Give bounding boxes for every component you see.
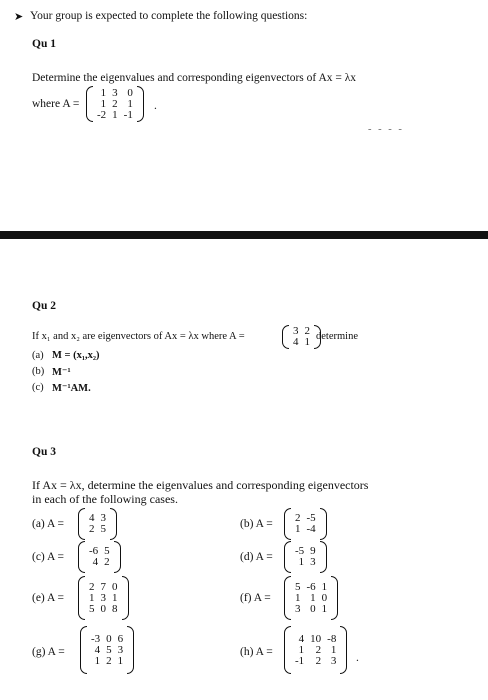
matrix-row — [88, 634, 126, 645]
matrix-cell: 2 — [295, 512, 301, 524]
matrix-cell: -5 — [306, 512, 316, 524]
matrix-cell: 5 — [89, 602, 95, 615]
matrix-cell: 2 — [315, 654, 322, 667]
matrix-row — [94, 99, 136, 110]
matrix-cell: -6 — [306, 580, 316, 593]
matrix-row — [292, 524, 319, 535]
matrix-row — [94, 110, 136, 121]
matrix-cell: 9 — [310, 545, 316, 557]
matrix-cell: -4 — [306, 523, 316, 535]
matrix-cell: -8 — [327, 632, 337, 645]
matrix-row — [86, 582, 121, 593]
matrix-cell: 2 — [89, 523, 95, 535]
matrix-cell: 0 — [112, 580, 118, 593]
q3-case-d-matrix — [284, 541, 327, 573]
matrix-cell: 0 — [321, 591, 328, 604]
q2-part-c-text: M⁻¹AM. — [52, 383, 91, 394]
matrix-row — [94, 88, 136, 99]
q1-matrix — [86, 86, 144, 122]
matrix-cell: 2 — [89, 580, 95, 593]
matrix-cell: -5 — [295, 545, 305, 557]
matrix-cell: 0 — [106, 632, 112, 645]
q2-heading: Qu 2 — [32, 300, 56, 312]
matrix-cell: 7 — [100, 580, 106, 593]
matrix-cell: 1 — [94, 654, 101, 667]
matrix-row — [86, 604, 121, 615]
matrix-row — [292, 645, 339, 656]
matrix-cell: 3 — [117, 643, 124, 656]
matrix-cell: 2 — [104, 556, 110, 568]
bullet-arrow-icon: ➤ — [14, 10, 24, 23]
q3-case-b-label: (b) A = — [240, 518, 273, 530]
matrix-cell: 0 — [310, 602, 316, 615]
matrix-cell: 4 — [298, 632, 305, 645]
matrix-row — [292, 557, 319, 568]
matrix-cell: -3 — [91, 632, 101, 645]
matrix-cell: 1 — [298, 643, 305, 656]
q3-case-b-matrix — [284, 508, 327, 540]
matrix-cell: -6 — [89, 545, 99, 557]
matrix-cell: 1 — [321, 602, 328, 615]
matrix-row — [86, 524, 109, 535]
matrix-cell: 2 — [106, 654, 112, 667]
q3-case-f-matrix — [284, 576, 338, 620]
matrix-cell: -2 — [97, 108, 107, 121]
q2-prompt-pre: If x₁ and x₂ are eigenvectors of Ax = λx where A = — [32, 331, 245, 342]
q3-case-h-label: (h) A = — [240, 646, 273, 658]
matrix-cell: 1 — [117, 654, 124, 667]
q3-case-f-label: (f) A = — [240, 592, 271, 604]
matrix-cell: 2 — [304, 325, 310, 337]
section-divider — [0, 231, 488, 239]
q1-dots: - - - - — [368, 124, 404, 135]
matrix-row — [88, 645, 126, 656]
matrix-cell: 1 — [127, 97, 133, 110]
matrix-row — [292, 593, 330, 604]
matrix-cell: 1 — [310, 591, 316, 604]
q2-part-b-text: M⁻¹ — [52, 367, 71, 378]
matrix-cell: 1 — [330, 643, 337, 656]
matrix-cell: 2 — [112, 97, 118, 110]
q3-case-a-label: (a) A = — [32, 518, 65, 530]
matrix-cell: 2 — [315, 643, 322, 656]
matrix-cell: 5 — [295, 580, 301, 593]
matrix-row — [292, 582, 330, 593]
matrix-row — [292, 656, 339, 667]
matrix-cell: 3 — [310, 556, 316, 568]
matrix-cell: 6 — [117, 632, 124, 645]
q3-prompt-line2: in each of the following cases. — [32, 492, 178, 506]
matrix-cell: -1 — [123, 108, 133, 121]
matrix-cell: 1 — [321, 580, 328, 593]
q1-where-label: where A = — [32, 98, 80, 110]
matrix-row — [290, 337, 313, 348]
matrix-cell: 3 — [112, 86, 118, 99]
q2-part-a-label: (a) — [32, 350, 44, 361]
matrix-cell: 5 — [106, 643, 112, 656]
q1-period: . — [154, 100, 157, 112]
matrix-cell: 1 — [295, 523, 301, 535]
q3-case-h-period: . — [356, 652, 359, 664]
q2-prompt-post: determine — [316, 331, 358, 342]
q3-case-g-label: (g) A = — [32, 646, 65, 658]
matrix-cell: 1 — [298, 556, 305, 568]
q2-part-c-label: (c) — [32, 382, 44, 393]
matrix-cell: 4 — [89, 512, 95, 524]
q3-case-a-matrix — [78, 508, 117, 540]
matrix-cell: 8 — [112, 602, 118, 615]
q3-prompt-line1: If Ax = λx, determine the eigenvalues and corresponding eigenvectors — [32, 478, 369, 492]
matrix-cell: 0 — [127, 86, 133, 99]
matrix-cell: 1 — [304, 336, 310, 348]
matrix-cell: 0 — [100, 602, 106, 615]
matrix-cell: 4 — [293, 336, 299, 348]
q2-part-a-text: M = (x₁,x₂) — [52, 350, 100, 361]
matrix-cell: -1 — [295, 654, 305, 667]
matrix-cell: 3 — [295, 602, 301, 615]
matrix-row — [292, 634, 339, 645]
q3-case-d-label: (d) A = — [240, 551, 273, 563]
matrix-cell: 3 — [330, 654, 337, 667]
matrix-row — [86, 557, 113, 568]
matrix-cell: 10 — [310, 632, 322, 645]
matrix-cell: 5 — [104, 545, 110, 557]
q1-prompt: Determine the eigenvalues and corresponding eigenvectors of Ax = λx — [32, 72, 357, 84]
matrix-row — [292, 604, 330, 615]
q3-case-c-matrix — [78, 541, 121, 573]
matrix-cell: 4 — [94, 643, 101, 656]
matrix-cell: 1 — [295, 591, 301, 604]
q1-heading: Qu 1 — [32, 38, 56, 50]
matrix-cell: 5 — [100, 523, 106, 535]
q3-case-h-matrix — [284, 626, 347, 674]
q3-case-e-matrix — [78, 576, 129, 620]
matrix-cell: 4 — [92, 556, 99, 568]
matrix-cell: 1 — [100, 86, 107, 99]
matrix-cell: 1 — [112, 108, 118, 121]
matrix-cell: 1 — [112, 591, 118, 604]
matrix-row — [88, 656, 126, 667]
matrix-cell: 1 — [89, 591, 95, 604]
matrix-row — [86, 593, 121, 604]
matrix-cell: 3 — [100, 591, 106, 604]
intro-text: Your group is expected to complete the following questions: — [30, 10, 308, 22]
q3-case-g-matrix — [80, 626, 134, 674]
q3-case-e-label: (e) A = — [32, 592, 65, 604]
q3-case-c-label: (c) A = — [32, 551, 65, 563]
matrix-cell: 3 — [293, 325, 299, 337]
matrix-cell: 3 — [100, 512, 106, 524]
q3-heading: Qu 3 — [32, 446, 56, 458]
matrix-cell: 1 — [100, 97, 107, 110]
q2-part-b-label: (b) — [32, 366, 45, 377]
